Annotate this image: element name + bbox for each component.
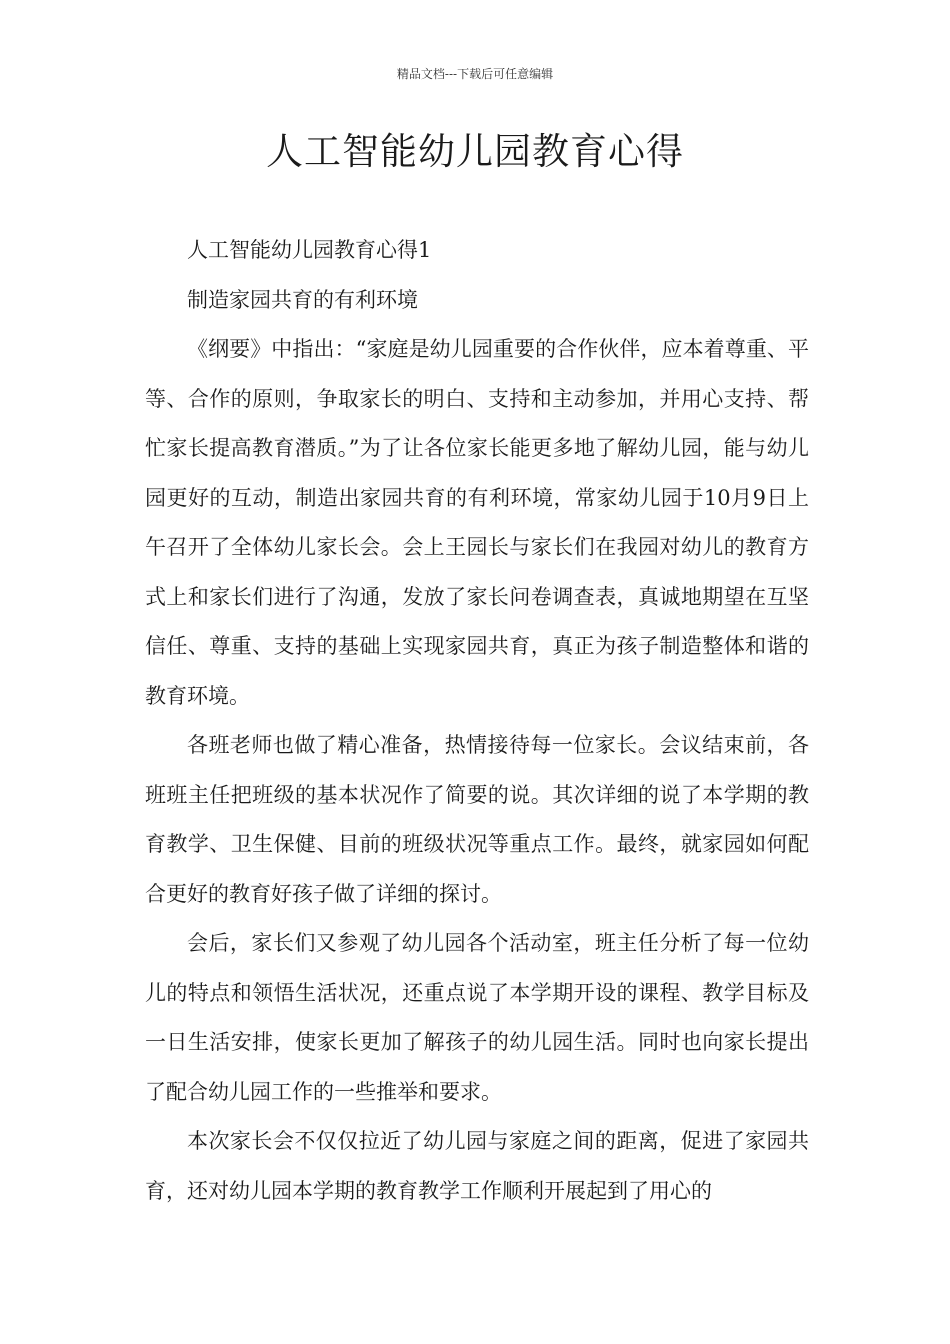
- header-note: 精品文档---下载后可任意编辑: [396, 67, 554, 81]
- body-paragraph: 本次家长会不仅仅拉近了幼儿园与家庭之间的距离，促进了家园共育，还对幼儿园本学期的教育教学工作顺利开展起到了用心的: [145, 1129, 809, 1203]
- body-paragraph: 会后，家长们又参观了幼儿园各个活动室，班主任分析了每一位幼儿的特点和领悟生活状况，还重点说了本学期开设的课程、教学目标及一日生活安排，使家长更加了解孩子的幼儿园生活。同时也向家长提出了配合幼儿园工作的一些推举和要求。: [145, 931, 809, 1104]
- section-heading: 人工智能幼儿园教育心得1: [187, 238, 432, 262]
- document-title: 人工智能幼儿园教育心得: [266, 130, 684, 173]
- subsection-heading: 制造家园共育的有利环境: [187, 287, 418, 312]
- document-body: [145, 226, 809, 1216]
- body-paragraph: 各班老师也做了精心准备，热情接待每一位家长。会议结束前，各班班主任把班级的基本状况作了简要的说。其次详细的说了本学期的教育教学、卫生保健、目前的班级状况等重点工作。最终，就家园如何配合更好的教育好孩子做了详细的探讨。: [145, 733, 809, 906]
- body-paragraph: 《纲要》中指出：“家庭是幼儿园重要的合作伙伴，应本着尊重、平等、合作的原则，争取家长的明白、支持和主动参加，并用心支持、帮忙家长提高教育潜质。”为了让各位家长能更多地了解幼儿园，能与幼儿园更好的互动，制造出家园共育的有利环境，常家幼儿园于10月9日上午召开了全体幼儿家长会。会上王园长与家长们在我园对幼儿的教育方式上和家长们进行了沟通，发放了家长问卷调查表，真诚地期望在互坚信任、尊重、支持的基础上实现家园共育，真正为孩子制造整体和谐的教育环境。: [145, 337, 809, 708]
